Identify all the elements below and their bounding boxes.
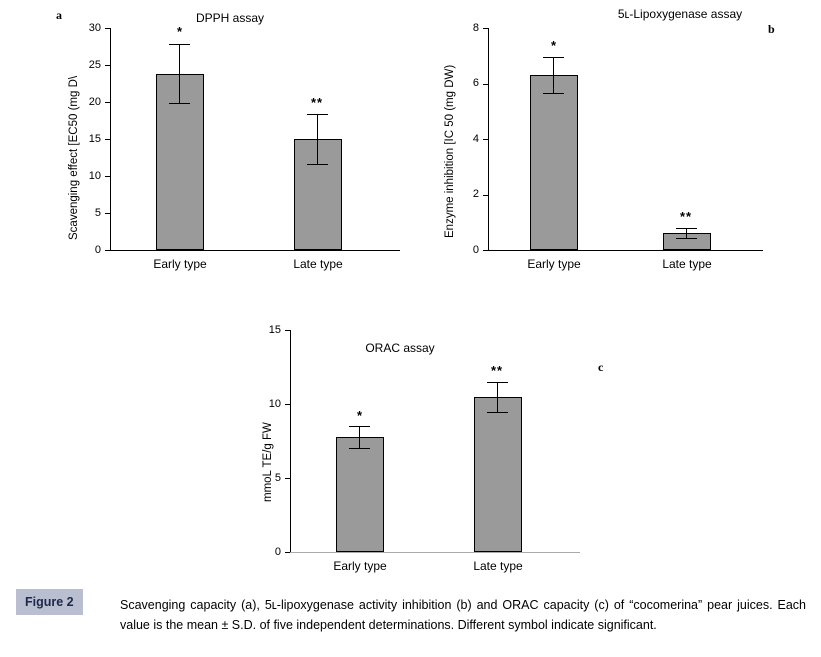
figure-caption [16,589,806,635]
panel-c-bar-early [336,437,384,552]
panel-b-ylabel: Enzyme inhibition [IC 50 (mg DW) [444,64,456,238]
panel-c-bar-late [474,397,522,552]
panel-b-ticklabel-4: 4 [472,133,479,145]
panel-b-ticklabel-8: 8 [472,22,479,34]
panel-b-tick-4 [483,139,488,140]
panel-b-plot [472,22,763,256]
panel-a-bar-early [156,74,204,250]
panel-a-annotation-early: * [176,24,184,39]
panel-c-ylabel: mmoL TE/g FW [262,422,274,502]
panel-b-title: 5ʟ-Lipoxygenase assay [617,7,743,21]
panel-b-error-cap-top-late [676,228,697,229]
figure-tag: Figure 2 [16,589,83,615]
panel-c-letter: c [598,360,604,374]
panel-c-annotation-early: * [356,408,364,423]
panel-a-bar-late [294,139,342,250]
panel-b-annotation-late: ** [679,209,693,224]
panel-a-category-late: Late type [293,257,343,271]
panel-b-letter: b [768,22,775,36]
panel-c-ticklabel-15: 15 [268,324,281,336]
panel-c-annotation-late: ** [490,363,504,378]
panel-b-bar-late [663,233,711,250]
panel-b-tick-6 [483,84,488,85]
panel-a-error-late [317,114,318,164]
panel-c-y-axis [290,330,291,552]
panel-a-error-cap-top-early [169,44,190,45]
panel-a-error-cap-bottom-late [307,164,328,165]
panel-c-error-cap-bottom-early [349,448,370,449]
panel-a-tick-30 [105,28,110,29]
panel-a-category-early: Early type [153,257,207,271]
panel-b-error-cap-bottom-late [676,238,697,239]
panel-c-error-early [359,426,360,448]
panel-c-error-cap-bottom-late [487,412,508,413]
figure-caption-text: Scavenging capacity (a), 5ʟ-lipoxygenase activity inhibition (b) and ORAC capacity (c) of “cocomerina” pear juices. Each value is the mean ± S.D. of five independent determinations. Different symbol indicate significant. [120,598,806,632]
panel-a-error-cap-bottom-early [169,103,190,104]
panel-a-tick-20 [105,102,110,103]
panel-c-title: ORAC assay [365,341,435,355]
panel-a-error-early [179,44,180,103]
panel-b-annotation-early: * [550,38,558,53]
panel-a-ticklabel-5: 5 [94,207,101,219]
panel-b-ticklabel-6: 6 [472,77,479,89]
panel-a-ticklabel-15: 15 [88,133,101,145]
panel-a-x-axis [110,250,400,251]
panel-c-category-early: Early type [333,559,387,573]
panel-a-ticklabel-10: 10 [88,170,101,182]
panel-b-category-late: Late type [662,257,712,271]
panel-c-error-cap-top-late [487,382,508,383]
panel-c [200,312,620,582]
panel-b-error-late [686,228,687,238]
panel-c-tick-15 [285,330,290,331]
panel-b-tick-0 [483,250,488,251]
panel-c-x-axis [290,552,580,553]
panel-a-tick-15 [105,139,110,140]
panel-a-plot [88,22,400,256]
panel-b-ticklabel-0: 0 [472,244,479,256]
panel-a-annotation-late: ** [310,95,324,110]
panel-b [420,0,821,290]
panel-b-error-cap-top-early [543,57,564,58]
panel-c-error-cap-top-early [349,426,370,427]
panel-c-error-late [497,382,498,412]
panel-a-ticklabel-30: 30 [88,22,101,34]
panel-c-tick-10 [285,404,290,405]
panel-b-x-axis [488,250,763,251]
panel-b-ticklabel-2: 2 [472,188,479,200]
panel-a-ticklabel-0: 0 [94,244,101,256]
panel-a-letter: a [56,8,62,22]
panel-c-ticklabel-0: 0 [274,546,281,558]
panel-c-ticklabel-10: 10 [268,398,281,410]
panel-b-y-axis [488,28,489,250]
panel-a-y-axis [110,28,111,250]
panel-a-ylabel: Scavenging effect [EC50 (mg D\ [68,75,80,240]
panel-a-tick-25 [105,65,110,66]
panel-c-tick-5 [285,478,290,479]
panel-a-ticklabel-20: 20 [88,96,101,108]
panel-b-error-early [553,57,554,93]
panel-b-tick-2 [483,195,488,196]
panel-a [0,0,420,290]
panel-b-bar-early [530,75,578,250]
panel-a-tick-5 [105,213,110,214]
panel-a-ticklabel-25: 25 [88,59,101,71]
panel-c-ticklabel-5: 5 [274,472,281,484]
panel-a-error-cap-top-late [307,114,328,115]
panel-a-title: DPPH assay [195,11,265,25]
panel-a-tick-0 [105,250,110,251]
panel-a-tick-10 [105,176,110,177]
panel-b-category-early: Early type [527,257,581,271]
panel-b-tick-8 [483,28,488,29]
panel-b-error-cap-bottom-early [543,93,564,94]
panel-c-tick-0 [285,552,290,553]
panel-c-category-late: Late type [473,559,523,573]
